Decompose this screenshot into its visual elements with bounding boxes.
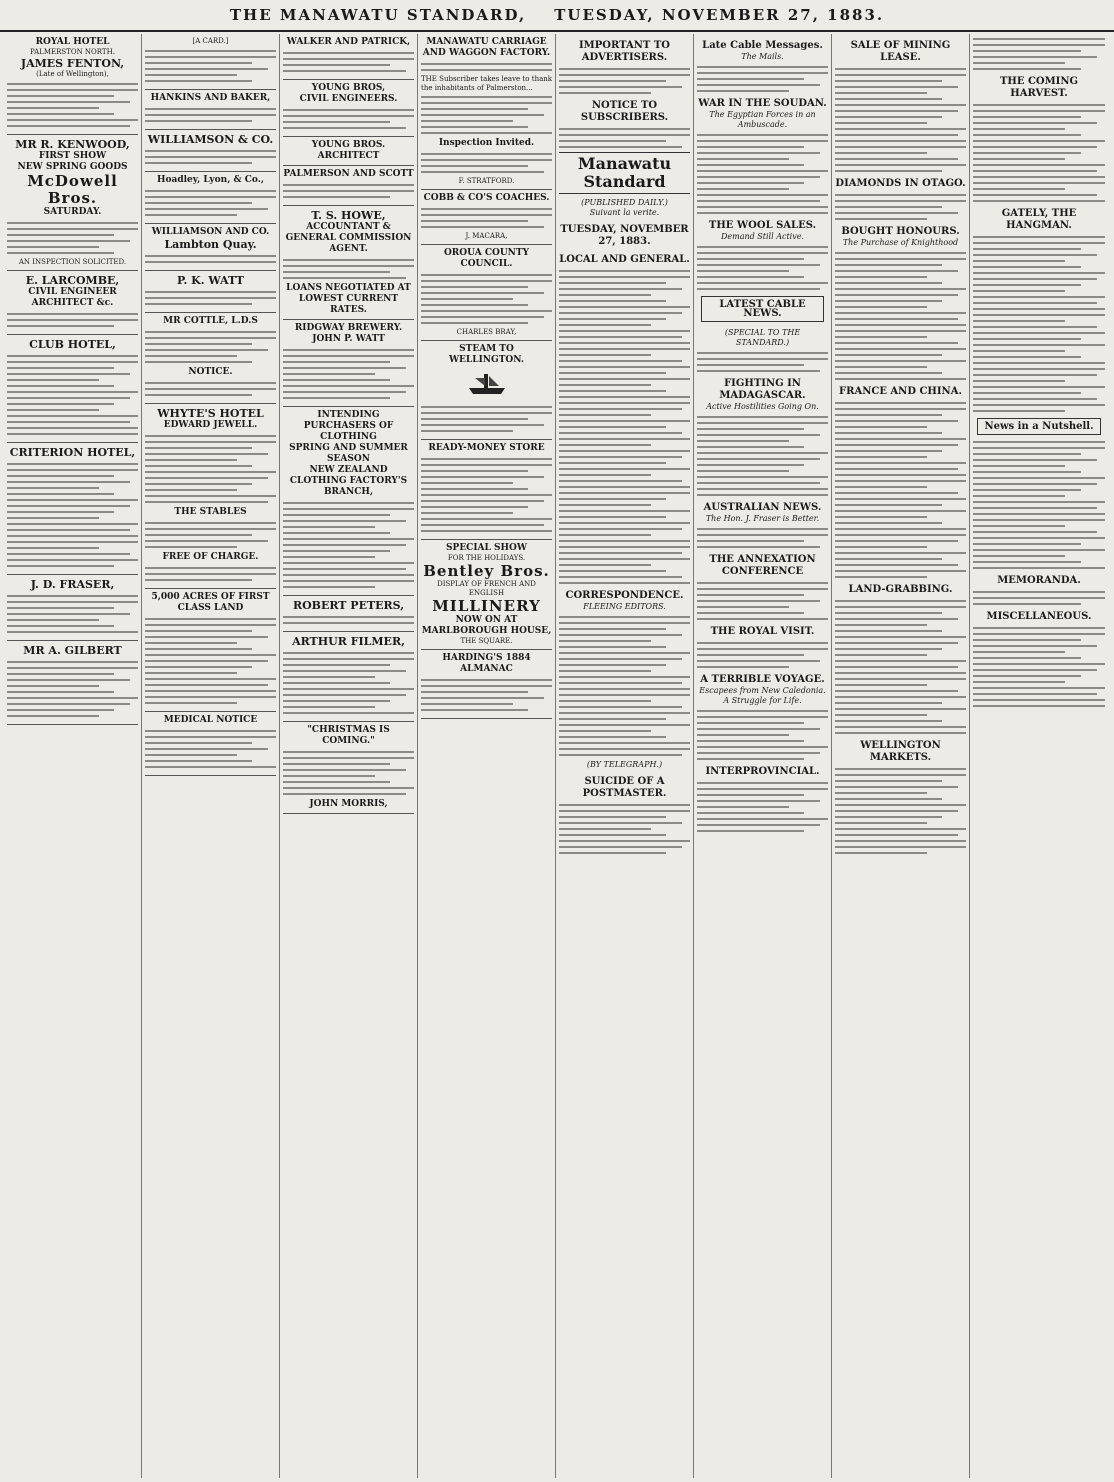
text-lines [283,259,414,279]
text-lines [697,416,828,496]
ad-hankins [145,90,276,130]
ad-sub: NEW SPRING GOODS [17,162,128,172]
text-lines [145,730,276,768]
text-lines [7,661,138,717]
ad-title: CIVIL ENGINEERS. [299,94,398,104]
text-lines [145,618,276,704]
ad-harding [421,650,552,719]
text-lines [145,190,276,216]
ad-young [283,80,414,137]
ad-title: ROYAL HOTEL [35,37,110,47]
section-heading: CORRESPONDENCE. [565,590,684,601]
ad-medical [145,712,276,776]
ad-filmer [283,632,414,722]
text-lines [697,134,828,214]
section-sub: Active Hostilities Going On. [706,402,819,411]
text-lines [697,642,828,668]
ad-name: MR R. KENWOOD, [15,138,130,151]
ad-larcombe [7,271,138,335]
text-lines [283,751,414,795]
ad-label: [A CARD.] [192,37,229,45]
ad-title: "CHRISTMAS IS COMING." [307,725,390,746]
ad-millinery: MILLINERY [432,597,541,615]
text-lines [697,66,828,92]
ad-gilbert [7,641,138,725]
text-lines [283,349,414,399]
ad-notice: NOTICE. [188,367,233,377]
ad-sub: Inspection Invited. [438,138,535,148]
section-heading: WAR IN THE SOUDAN. [698,98,827,109]
text-lines [421,63,552,71]
ad-kenwood [7,135,138,271]
section-heading: FRANCE AND CHINA. [839,386,962,397]
section-sub: Demand Still Active. [720,232,805,241]
ad-palmerson [283,166,414,206]
ad-christmas [283,722,414,814]
ad-name: E. LARCOMBE, [25,274,120,287]
ad-sub: THE STABLES [174,507,247,517]
ad-fraser [7,575,138,641]
ad-howe [283,206,414,320]
text-lines [421,96,552,134]
ad-title: MANAWATU CARRIAGE AND WAGGON FACTORY. [422,37,551,58]
ad-title: ARCHITECT [317,151,380,161]
text-lines [145,255,276,263]
ad-williamson [145,130,276,172]
text-lines [559,804,690,854]
ad-sub: (Late of Wellington), [36,70,109,78]
ad-name: EDWARD JEWELL. [163,420,258,430]
section-heading: MEMORANDA. [997,575,1081,586]
text-lines [283,652,414,714]
text-lines [145,150,276,164]
ad-name: ARTHUR FILMER, [292,635,405,648]
column-4 [418,34,556,1478]
columns [4,34,1110,1478]
text-lines [283,502,414,588]
text-lines [697,246,828,290]
section-heading: THE WOOL SALES. [708,220,817,231]
ad-day: SATURDAY. [43,207,102,217]
section-heading: BOUGHT HONOURS. [841,226,960,237]
ad-name: P. K. WATT [177,274,244,287]
ad-royal-hotel [7,34,138,135]
text-lines [697,710,828,760]
ad-title: RIDGWAY BREWERY. [294,323,403,333]
ad-location: PALMERSTON NORTH. [30,48,115,56]
ad-name: NEW ZEALAND CLOTHING FACTORY'S BRANCH, [289,465,408,497]
text-lines [283,184,414,198]
text-lines [283,52,414,72]
ad-name: JOHN P. WATT [312,334,385,344]
ad-sub: ARCHITECT &c. [31,298,114,308]
ad-title: INTENDING PURCHASERS OF CLOTHING [303,410,394,442]
text-lines [145,108,276,122]
text-lines [283,616,414,624]
ad-clothing [283,407,414,596]
ad-name: T. S. HOWE, [311,209,386,222]
column-7 [832,34,970,1478]
ad-title: CLUB HOTEL, [29,338,116,351]
text-lines [145,50,276,82]
section-heading: THE COMING HARVEST. [999,76,1079,99]
ad-name: JOHN MORRIS, [309,799,388,809]
ad-title: CRITERION HOTEL, [9,446,136,459]
text-lines [145,522,276,548]
text-lines [145,382,276,396]
ad-williamson2 [145,224,276,271]
section-heading: SUICIDE OF A POSTMASTER. [582,776,667,799]
text-lines [559,616,690,756]
section-heading: THE ROYAL VISIT. [710,626,815,637]
ad-name: WILLIAMSON AND CO. [151,227,270,237]
ad-club-hotel [7,335,138,443]
ad-watt [145,271,276,313]
ad-location: Lambton Quay. [164,238,257,251]
ad-square: THE SQUARE. [460,637,513,645]
ad-sub: FOR THE HOLIDAYS. [447,554,526,562]
section-sub: The Mails. [741,52,784,61]
ad-walker [283,34,414,80]
text-lines [7,313,138,327]
publication-note: (PUBLISHED DAILY.) [581,198,668,207]
section-heading: INTERPROVINCIAL. [705,766,820,777]
text-lines [559,270,690,584]
text-lines [421,274,552,324]
column-6 [694,34,832,1478]
text-lines [421,208,552,228]
ad-display: DISPLAY OF FRENCH AND ENGLISH [437,580,536,597]
section-sub: A Struggle for Life. [723,696,802,705]
ad-title: COBB & CO'S COACHES. [423,193,550,203]
text-lines [697,528,828,548]
ad-title: ACCOUNTANT & GENERAL COMMISSION AGENT. [285,222,412,254]
text-lines [973,591,1105,605]
section-sub: FLEEING EDITORS. [583,602,666,611]
section-heading: DIAMONDS IN OTAGO. [835,178,966,189]
section-heading: LAND-GRABBING. [848,584,953,595]
paper-name: THE MANAWATU STANDARD, [229,6,527,24]
column-8 [970,34,1108,1478]
section-heading: SALE OF MINING LEASE. [850,40,951,63]
ad-sign: J. MACARA, [465,232,508,240]
telegraph-note: (BY TELEGRAPH.) [586,760,663,769]
ad-title: HARDING'S 1884 ALMANAC [442,653,531,674]
section-heading: NOTICE TO SUBSCRIBERS. [580,100,669,123]
ad-brand: McDowell Bros. [27,172,118,207]
ad-ridgway [283,320,414,407]
section-sub: (SPECIAL TO THE STANDARD.) [724,328,801,347]
ad-title: OROUA COUNTY COUNCIL. [443,248,530,269]
section-heading: Late Cable Messages. [702,40,823,51]
ad-title: READY-MONEY STORE [428,443,545,453]
ad-name: ROBERT PETERS, [292,599,405,612]
text-lines [697,582,828,620]
text-lines [145,435,276,503]
ad-name: PALMERSON AND SCOTT [283,169,414,179]
text-lines [973,104,1105,202]
text-lines [421,153,552,173]
text-lines [835,252,966,380]
column-3 [280,34,418,1478]
ad-sub: LOANS NEGOTIATED AT LOWEST CURRENT RATES. [286,283,411,315]
paper-date: TUESDAY, NOVEMBER 27, 1883. [554,6,885,24]
ad-title: SPECIAL SHOW [446,543,527,553]
section-heading: MISCELLANEOUS. [986,611,1092,622]
ad-name: J. D. FRASER, [30,578,115,591]
section-heading: THE ANNEXATION CONFERENCE [709,554,816,577]
ad-oroua [421,245,552,341]
text-lines [835,68,966,172]
ad-title: CIVIL ENGINEER [28,287,117,297]
issue-date: TUESDAY, NOVEMBER 27, 1883. [560,224,689,247]
ad-name: WILLIAMSON & CO. [147,133,274,146]
section-heading: GATELY, THE HANGMAN. [1001,208,1077,231]
ad-title: 5,000 ACRES OF FIRST CLASS LAND [151,592,270,613]
ad-brand: Bentley Bros. [423,562,550,580]
ad-cobb [421,190,552,245]
ship-icon [465,370,509,396]
section-sub: Escapees from New Caledonia. [699,686,826,695]
text-lines [973,627,1105,707]
ad-name: Hoadley, Lyon, & Co., [157,175,264,185]
ad-ready [421,440,552,540]
text-lines [421,406,552,432]
nutshell-box: News in a Nutshell. [977,418,1101,435]
text-lines [835,402,966,578]
masthead [0,0,1114,32]
ad-name: WALKER AND PATRICK, [286,37,411,47]
ad-free: FREE OF CHARGE. [162,552,259,562]
ad-bentley [421,540,552,650]
ad-name: MR COTTLE, L.D.S [163,316,258,326]
section-sub: The Egyptian Forces in an Ambuscade. [709,110,816,129]
ad-acres [145,589,276,712]
text-lines [835,194,966,220]
text-lines [7,222,138,254]
ad-peters [283,596,414,632]
ad-criterion [7,443,138,575]
ad-sign: F. STRATFORD. [458,177,515,185]
text-lines [283,109,414,129]
ad-name: YOUNG BROS, [311,83,386,93]
text-lines [973,441,1105,569]
ad-steam [421,341,552,440]
text-lines [7,83,138,127]
text-lines [421,679,552,711]
text-lines [7,595,138,633]
section-heading: FIGHTING IN MADAGASCAR. [719,378,806,401]
section-heading: WELLINGTON MARKETS. [860,740,941,763]
text-lines [145,331,276,363]
text-lines [145,567,276,581]
ad-body: THE Subscriber takes leave to thank the inhabitants of Palmerston... [421,75,552,92]
column-1 [4,34,142,1478]
text-lines [559,128,690,148]
ad-title: STEAM TO WELLINGTON. [448,344,525,365]
ad-whytes [145,404,276,589]
section-heading: LOCAL AND GENERAL. [559,254,690,265]
section-sub: The Hon. J. Fraser is Better. [705,514,820,523]
ad-sign: CHARLES BRAY, [456,328,517,336]
text-lines [145,291,276,305]
ad-card [145,34,276,90]
ad-footer: AN INSPECTION SOLICITED. [18,258,127,266]
ad-title: WHYTE'S HOTEL [157,407,264,420]
section-heading: A TERRIBLE VOYAGE. [700,674,825,685]
section-heading: IMPORTANT TO ADVERTISERS. [579,40,670,63]
section-sub: The Purchase of Knighthood [842,238,959,247]
ad-young2 [283,137,414,166]
ad-location: NOW ON AT MARLBOROUGH HOUSE, [421,615,552,636]
text-lines [835,768,966,854]
ad-hoadley [145,172,276,224]
text-lines [973,236,1105,412]
motto: Suivant la verite. [589,208,660,217]
text-lines [7,355,138,435]
ad-name: YOUNG BROS. [311,140,386,150]
column-5 [556,34,694,1478]
text-lines [697,782,828,832]
text-lines [559,68,690,94]
text-lines [421,458,552,532]
text-lines [7,463,138,567]
ad-name: MR A. GILBERT [23,644,122,657]
ad-name: JAMES FENTON, [20,57,125,70]
ad-name: HANKINS AND BAKER, [150,93,271,103]
text-lines [835,600,966,734]
ad-title: FIRST SHOW [38,151,107,161]
column-2 [142,34,280,1478]
section-heading: AUSTRALIAN NEWS. [703,502,822,513]
text-lines [697,352,828,372]
latest-cable-box: LATEST CABLE NEWS. [701,296,824,322]
newspaper-title: Manawatu Standard [559,152,690,194]
ad-sub: SPRING AND SUMMER SEASON [289,443,408,464]
ad-carriage [421,34,552,190]
ad-title: MEDICAL NOTICE [163,715,258,725]
ad-cottle [145,313,276,404]
text-lines [973,38,1105,70]
